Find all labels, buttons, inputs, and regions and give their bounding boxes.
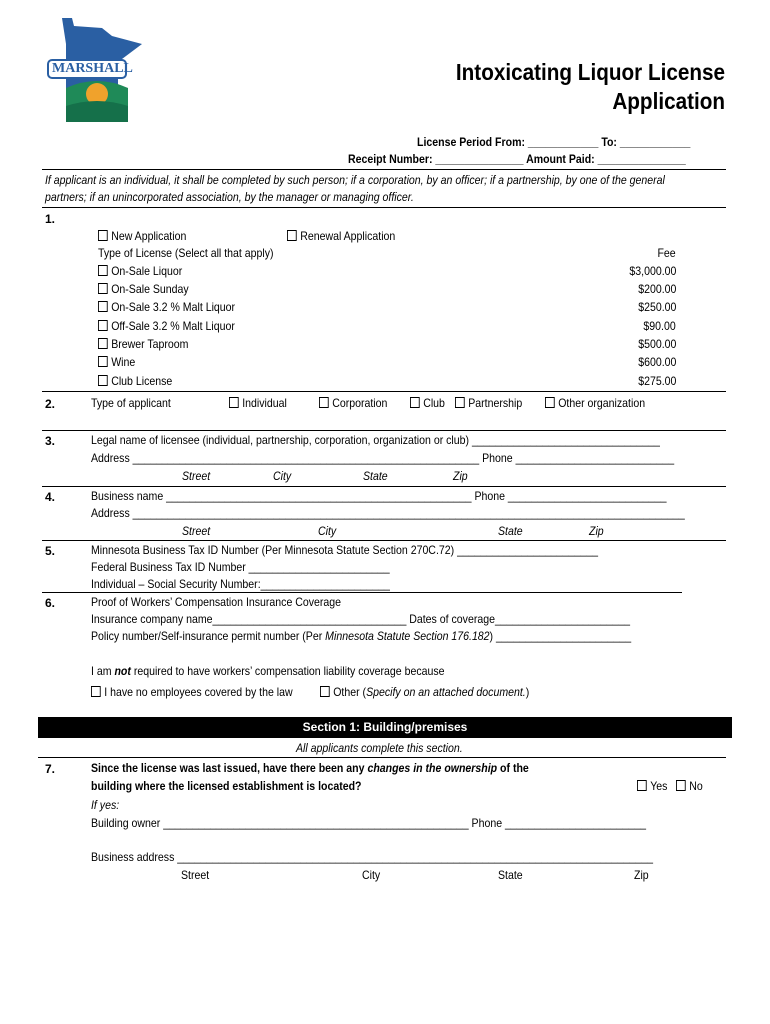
mn-tax-id-field[interactable]: Minnesota Business Tax ID Number (Per Minnesota Statute Section 270C.72) ________________________ (91, 543, 599, 557)
checkbox-icon (287, 230, 297, 241)
state-caption: State (363, 469, 388, 483)
logo-text: MARSHALL (52, 61, 133, 76)
checkbox-icon (98, 338, 108, 349)
checkbox-icon (98, 283, 108, 294)
policy-statute: Minnesota Statute Section 176.182 (325, 629, 490, 643)
question-number: 2. (45, 397, 56, 411)
new-application-label: New Application (111, 229, 187, 243)
question-number: 4. (45, 490, 56, 504)
zip-caption: Zip (589, 524, 604, 538)
checkbox-icon (98, 356, 108, 367)
license-option-wine[interactable] (98, 355, 135, 369)
applicant-option-individual[interactable] (229, 396, 287, 410)
ssn-field[interactable]: Individual – Social Security Number:______________________ (91, 577, 390, 591)
business-name-field[interactable]: Business name ____________________________________________________ Phone ___________________________ (91, 489, 667, 503)
street-caption: Street (181, 868, 210, 882)
divider (42, 540, 726, 541)
city-caption: City (273, 469, 292, 483)
type-of-license-label: Type of License (Select all that apply) (98, 246, 274, 260)
applicant-option-partnership[interactable] (455, 396, 522, 410)
license-label: On-Sale 3.2 % Malt Liquor (111, 300, 236, 314)
license-label: Wine (111, 355, 136, 369)
new-application-checkbox[interactable] (98, 229, 186, 243)
policy-blank: ) _______________________ (489, 629, 632, 643)
state-caption: State (498, 524, 523, 538)
question-number: 1. (45, 212, 56, 226)
option-label: Club (423, 396, 445, 410)
building-owner-field[interactable]: Building owner ____________________________________________________ Phone ________________________ (91, 816, 646, 830)
checkbox-icon (98, 301, 108, 312)
renewal-application-label: Renewal Application (300, 229, 396, 243)
checkbox-icon (455, 397, 465, 408)
checkbox-icon (98, 265, 108, 276)
statement-emphasis: not (114, 664, 131, 678)
checkbox-icon (91, 686, 101, 697)
street-caption: Street (182, 469, 211, 483)
section-subtitle: All applicants complete this section. (296, 741, 463, 755)
policy-number-field[interactable] (91, 629, 631, 643)
other-reason-checkbox[interactable] (320, 685, 529, 699)
license-fee: $500.00 (637, 337, 676, 351)
insurance-company-field[interactable]: Insurance company name_________________________________ Dates of coverage_______________________ (91, 612, 631, 626)
option-label: Partnership (468, 396, 523, 410)
divider (42, 592, 682, 593)
checkbox-icon (320, 686, 330, 697)
zip-caption: Zip (634, 868, 649, 882)
section-1-header (38, 717, 732, 738)
option-label: I have no employees covered by the law (104, 685, 293, 699)
applicant-option-other[interactable] (545, 396, 645, 410)
license-option-brewer-taproom[interactable] (98, 337, 188, 351)
option-label: Yes (650, 779, 668, 793)
option-label-italic: Specify on an attached document. (366, 685, 526, 699)
city-caption: City (318, 524, 337, 538)
checkbox-icon (319, 397, 329, 408)
license-fee: $250.00 (637, 300, 676, 314)
yes-checkbox[interactable] (637, 779, 667, 793)
business-address-field[interactable]: Address ______________________________________________________________________________________________ (91, 506, 685, 520)
statement-text: required to have workers’ compensation liability coverage because (130, 664, 445, 678)
ownership-change-question (91, 761, 529, 775)
license-option-on-sale-liquor[interactable] (98, 264, 182, 278)
question-number: 5. (45, 544, 56, 558)
fee-header: Fee (657, 246, 676, 260)
option-label: Other ( (333, 685, 367, 699)
if-yes-label: If yes: (91, 798, 120, 812)
license-fee: $3,000.00 (629, 264, 676, 278)
option-label: Corporation (332, 396, 388, 410)
option-label: No (689, 779, 703, 793)
license-label: Brewer Taproom (111, 337, 189, 351)
checkbox-icon (98, 230, 108, 241)
checkbox-icon (545, 397, 555, 408)
checkbox-icon (410, 397, 420, 408)
divider (42, 207, 726, 208)
question-number: 3. (45, 434, 56, 448)
legal-name-field[interactable]: Legal name of licensee (individual, partnership, corporation, organization or club) ________________________________ (91, 433, 660, 447)
license-label: On-Sale Liquor (111, 264, 183, 278)
policy-text: Policy number/Self-insurance permit number (Per (91, 629, 326, 643)
divider (38, 757, 726, 758)
license-option-off-sale-malt[interactable] (98, 319, 235, 333)
license-label: Off-Sale 3.2 % Malt Liquor (111, 319, 235, 333)
checkbox-icon (676, 780, 686, 791)
city-logo (42, 14, 152, 132)
license-fee: $200.00 (637, 282, 676, 296)
divider (42, 391, 726, 392)
state-caption: State (498, 868, 523, 882)
type-of-applicant-label: Type of applicant (91, 396, 171, 410)
checkbox-icon (98, 320, 108, 331)
license-fee: $90.00 (643, 319, 676, 333)
section-title: Section 1: Building/premises (302, 720, 468, 734)
question-text: Since the license was last issued, have there been any (91, 761, 368, 775)
page-title (456, 58, 725, 116)
checkbox-icon (229, 397, 239, 408)
license-option-club[interactable] (98, 374, 172, 388)
no-employees-checkbox[interactable] (91, 685, 293, 699)
license-label: On-Sale Sunday (111, 282, 189, 296)
license-period-field[interactable]: License Period From: ____________ To: ____________ (417, 135, 691, 149)
no-checkbox[interactable] (676, 779, 703, 793)
not-required-statement (91, 664, 445, 678)
option-label: ) (525, 685, 530, 699)
receipt-number-field[interactable]: Receipt Number: _______________ Amount Paid: _______________ (348, 152, 686, 166)
street-caption: Street (182, 524, 211, 538)
license-label: Club License (111, 374, 173, 388)
owner-business-address-field[interactable]: Business address _________________________________________________________________________________ (91, 850, 654, 864)
applicant-option-club[interactable] (410, 396, 445, 410)
option-label: Individual (242, 396, 287, 410)
license-fee: $600.00 (637, 355, 676, 369)
workers-comp-label: Proof of Workers’ Compensation Insurance Coverage (91, 595, 342, 609)
checkbox-icon (98, 375, 108, 386)
title-line-1: Intoxicating Liquor License (455, 59, 725, 85)
question-text: of the (497, 761, 529, 775)
statement-text: I am (91, 664, 115, 678)
federal-tax-id-field[interactable]: Federal Business Tax ID Number ________________________ (91, 560, 390, 574)
checkbox-icon (637, 780, 647, 791)
divider (42, 430, 726, 431)
license-option-on-sale-sunday[interactable] (98, 282, 189, 296)
ownership-change-question-line-2: building where the licensed establishment is located? (91, 779, 362, 793)
license-fee: $275.00 (637, 374, 676, 388)
divider (42, 486, 726, 487)
zip-caption: Zip (453, 469, 468, 483)
question-emphasis: changes in the ownership (367, 761, 498, 775)
option-label: Other organization (558, 396, 646, 410)
applicant-option-corporation[interactable] (319, 396, 387, 410)
license-option-on-sale-malt[interactable] (98, 300, 235, 314)
title-line-2: Application (612, 88, 725, 114)
intro-line-1: If applicant is an individual, it shall be completed by such person; if a corporation, by an officer; if a partnership, by one of the general (45, 173, 665, 187)
question-number: 7. (45, 762, 56, 776)
question-number: 6. (45, 596, 56, 610)
licensee-address-field[interactable]: Address ___________________________________________________________ Phone ___________________________ (91, 451, 675, 465)
renewal-application-checkbox[interactable] (287, 229, 395, 243)
intro-line-2: partners; if an unincorporated association, by the manager or managing officer. (45, 190, 414, 204)
city-caption: City (362, 868, 381, 882)
divider (42, 169, 726, 170)
